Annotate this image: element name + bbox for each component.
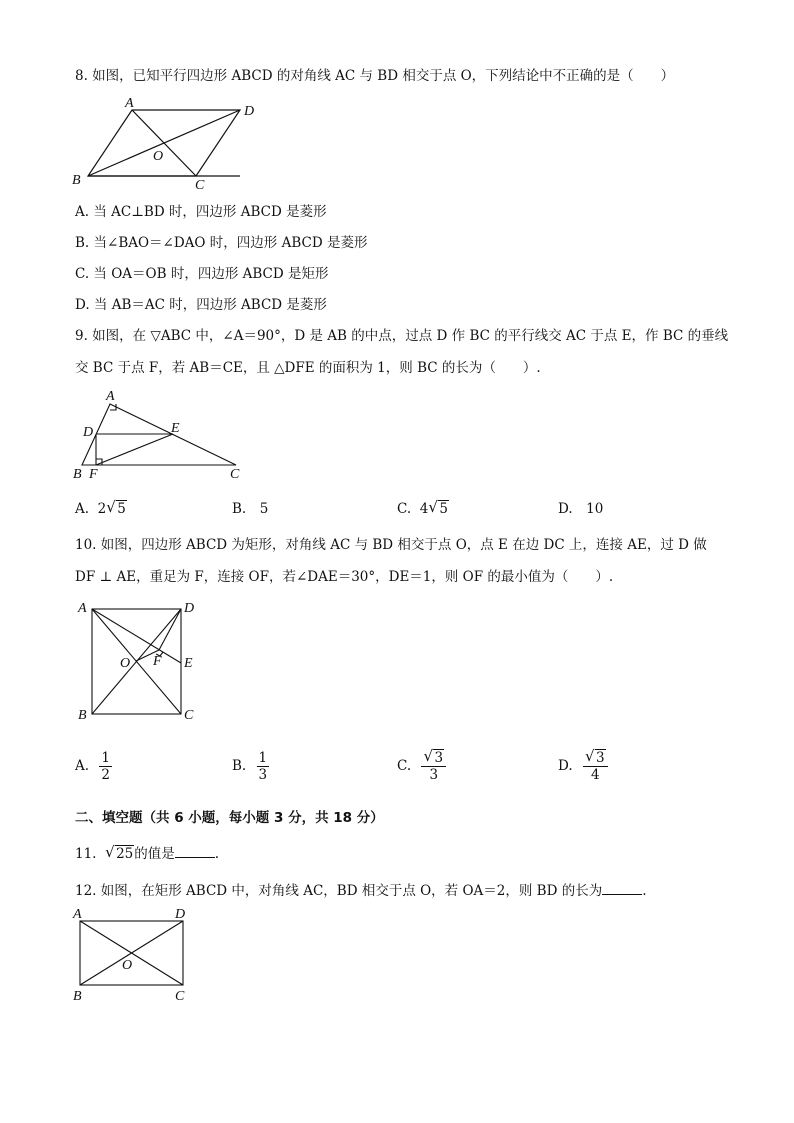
q12-rectangle-figure (70, 905, 210, 1005)
q8-label-b: B (72, 173, 81, 188)
q10-stem-line2: DF ⊥ AE，重足为 F，连接 OF，若∠DAE＝30°，DE＝1，则 OF 的最小值为（ ）. (75, 569, 614, 585)
q12-label-o: O (122, 958, 133, 973)
q10-label-c: C (184, 708, 194, 723)
q9-stem-line1: 9. 如图，在 ▽ABC 中，∠A＝90°，D 是 AB 的中点，过点 D 作 BC 的平行线交 AC 于点 E，作 BC 的垂线 (75, 328, 729, 344)
q10-rectangle-figure (70, 597, 210, 727)
q10-label-a: A (78, 601, 87, 616)
q8-option-d: D. 当 AB＝AC 时，四边形 ABCD 是菱形 (75, 297, 327, 313)
q12-label-c: C (175, 989, 185, 1004)
q10-label-o: O (120, 656, 131, 671)
q11-stem: 11. √ 25的值是 . (75, 843, 220, 862)
q8-label-a: A (125, 96, 134, 111)
q8-label-d: D (244, 104, 255, 119)
q9-label-c: C (230, 467, 240, 482)
q10-option-d: D. √ 3 4 (558, 750, 608, 783)
q8-label-c: C (195, 178, 205, 193)
section-title: 二、填空题（共 6 小题，每小题 3 分，共 18 分） (75, 810, 384, 826)
q9-stem-line2: 交 BC 于点 F，若 AB＝CE，且 △DFE 的面积为 1，则 BC 的长为（ ）. (75, 360, 541, 376)
q9-option-a: A. 2 √ 5 (75, 498, 126, 517)
q9-label-b: B (73, 467, 82, 482)
q11-answer-blank[interactable] (175, 843, 215, 858)
q8-label-o: O (153, 149, 164, 164)
q10-option-c: C. √ 3 3 (397, 750, 446, 783)
q9-triangle-figure (70, 388, 250, 483)
q9-label-e: E (171, 421, 180, 436)
q9-option-c: C. 4 √ 5 (397, 498, 448, 517)
q10-stem-line1: 10. 如图，四边形 ABCD 为矩形，对角线 AC 与 BD 相交于点 O，点 E 在边 DC 上，连接 AE，过 D 做 (75, 537, 707, 553)
q9-label-d: D (83, 425, 94, 440)
q10-label-e: E (184, 656, 193, 671)
q10-option-b: B. $\frac{1}{3}$ (232, 750, 268, 783)
q8-option-c: C. 当 OA＝OB 时，四边形 ABCD 是矩形 (75, 266, 329, 282)
q12-label-d: D (175, 907, 186, 922)
q12-answer-blank[interactable] (602, 880, 642, 895)
q9-option-d: D. 10 (558, 501, 604, 517)
q12-label-a: A (73, 907, 82, 922)
q9-option-b: B. 5 (232, 501, 269, 517)
q12-label-b: B (73, 989, 82, 1004)
q9-label-f: F (89, 467, 98, 482)
q10-label-b: B (78, 708, 87, 723)
q12-stem: 12. 如图，在矩形 ABCD 中，对角线 AC，BD 相交于点 O，若 OA＝2，则 BD 的长为 . (75, 880, 647, 901)
q10-label-f: F (153, 654, 162, 669)
q8-option-b: B. 当∠BAO＝∠DAO 时，四边形 ABCD 是菱形 (75, 235, 368, 251)
q8-stem: 8. 如图，已知平行四边形 ABCD 的对角线 AC 与 BD 相交于点 O，下列结论中不正确的是（ ） (75, 68, 675, 84)
q10-option-a: A. $\frac{1}{2}$ (75, 750, 110, 783)
q8-option-a: A. 当 AC⊥BD 时，四边形 ABCD 是菱形 (75, 204, 327, 220)
q8-parallelogram-figure (70, 92, 270, 192)
q9-label-a: A (106, 389, 115, 404)
q10-label-d: D (184, 601, 195, 616)
